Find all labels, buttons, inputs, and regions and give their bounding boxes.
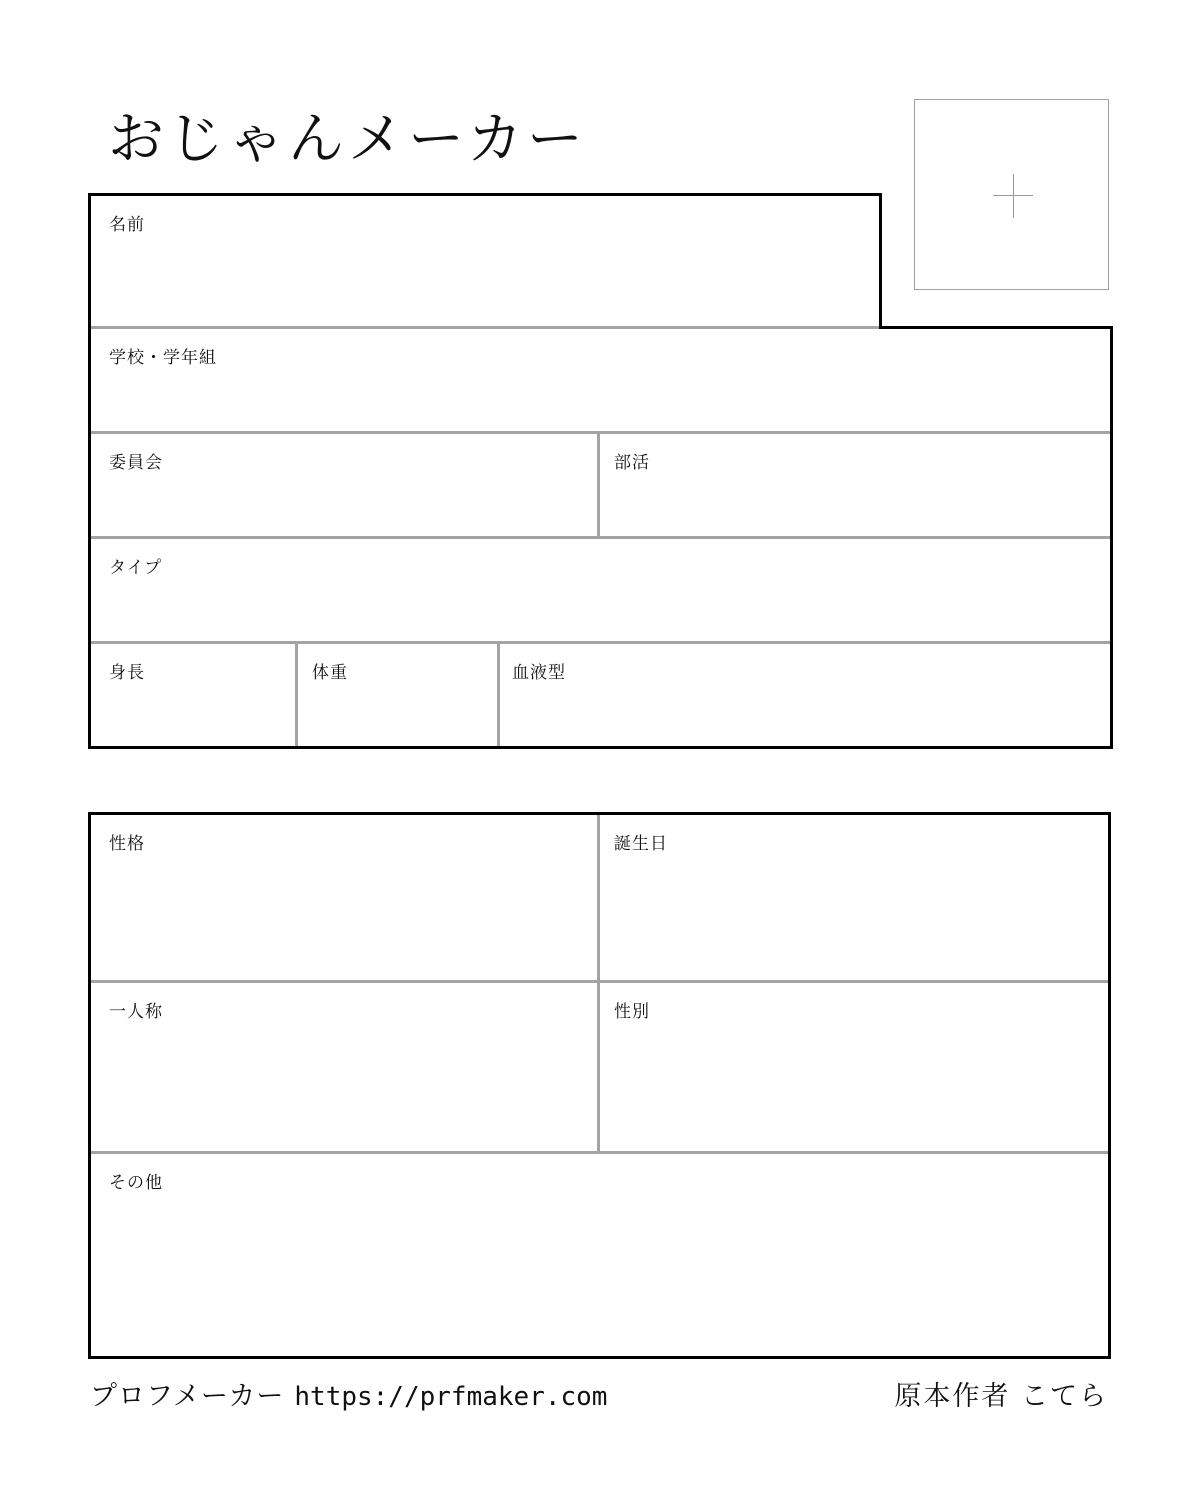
personality-field[interactable] xyxy=(91,815,597,980)
first-person-field[interactable] xyxy=(91,983,597,1151)
school-field[interactable] xyxy=(91,329,1110,431)
blood-type-label: 血液型 xyxy=(512,663,566,683)
school-label: 学校・学年組 xyxy=(109,348,217,368)
height-field[interactable] xyxy=(91,644,295,746)
gender-field[interactable] xyxy=(600,983,1108,1151)
other-label: その他 xyxy=(109,1173,163,1193)
height-label: 身長 xyxy=(109,663,145,683)
first-person-label: 一人称 xyxy=(109,1002,163,1022)
name-label: 名前 xyxy=(109,215,145,235)
weight-field[interactable] xyxy=(298,644,497,746)
footer-credit xyxy=(90,1374,607,1413)
photo-upload-box[interactable] xyxy=(914,99,1109,290)
blood-type-field[interactable] xyxy=(500,644,1110,746)
frame-line xyxy=(1110,326,1113,749)
club-field[interactable] xyxy=(600,434,1110,536)
birthday-field[interactable] xyxy=(600,815,1108,980)
frame-line xyxy=(88,1356,1111,1359)
maker-name: プロフメーカー xyxy=(90,1381,285,1412)
frame-line xyxy=(879,193,882,329)
author-credit: 原本作者 こてら xyxy=(894,1381,1108,1412)
frame-line xyxy=(88,746,1113,749)
name-field[interactable] xyxy=(91,196,879,326)
committee-field[interactable] xyxy=(91,434,597,536)
birthday-label: 誕生日 xyxy=(614,834,668,854)
club-label: 部活 xyxy=(614,453,650,473)
maker-url-link[interactable]: https://prfmaker.com xyxy=(294,1382,608,1412)
page-title: おじゃんメーカー xyxy=(108,107,587,172)
frame-line xyxy=(1108,812,1111,1359)
type-field[interactable] xyxy=(91,539,1110,641)
other-field[interactable] xyxy=(91,1154,1108,1356)
committee-label: 委員会 xyxy=(109,453,163,473)
type-label: タイプ xyxy=(109,558,163,578)
personality-label: 性格 xyxy=(109,834,145,854)
gender-label: 性別 xyxy=(614,1002,650,1022)
weight-label: 体重 xyxy=(312,663,348,683)
